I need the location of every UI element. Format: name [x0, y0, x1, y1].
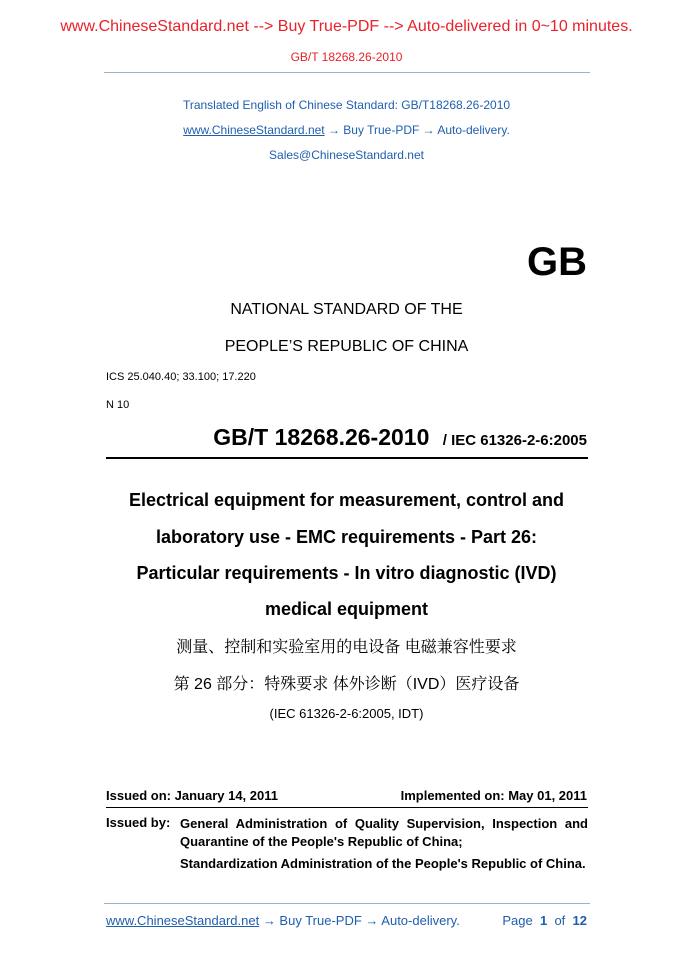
- iec-equivalent: / IEC 61326-2-6:2005: [442, 432, 587, 449]
- issued-by-label: Issued by:: [106, 815, 171, 830]
- implemented-date: Implemented on: May 01, 2011: [400, 788, 587, 803]
- title-cn-line2: 第 26 部分：特殊要求 体外诊断（IVD）医疗设备: [173, 676, 520, 693]
- header-divider: [104, 72, 590, 73]
- title-en-line1: Electrical equipment for measurement, control and: [128, 490, 565, 510]
- translation-links-rest: → Buy True-PDF → Auto-delivery.: [324, 123, 510, 137]
- footer-divider: [104, 903, 590, 904]
- header-standard-id: GB/T 18268.26-2010: [290, 50, 403, 64]
- issuer-org2: Standardization Administration of the People's Republic of China.: [180, 856, 586, 871]
- footer-site-link[interactable]: www.ChineseStandard.net: [106, 913, 260, 928]
- title-cn-line1: 测量、控制和实验室用的电设备 电磁兼容性要求: [176, 639, 517, 656]
- of-word: of: [554, 913, 566, 928]
- issuer-org1: General Administration of Quality Supervision, Inspection and Quarantine of the People's Republic of China;: [180, 816, 588, 849]
- page-total: 12: [572, 913, 587, 928]
- translation-links: [0, 123, 693, 137]
- footer-links: [106, 913, 460, 928]
- national-standard-line2: PEOPLE’S REPUBLIC OF CHINA: [224, 338, 469, 355]
- ccs-code: N 10: [106, 399, 130, 411]
- title-en-line4: medical equipment: [264, 599, 429, 619]
- page-number: 1: [539, 913, 548, 928]
- standard-number: [213, 424, 587, 451]
- sales-email[interactable]: Sales@ChineseStandard.net: [269, 148, 424, 162]
- gbt-number: GB/T 18268.26-2010: [213, 424, 430, 450]
- translation-notice: Translated English of Chinese Standard: GB/T18268.26-2010: [182, 98, 511, 112]
- title-en-line3: Particular requirements - In vitro diagnostic (IVD): [136, 563, 557, 583]
- gb-logo: GB: [527, 240, 587, 284]
- ics-code: ICS 25.040.40; 33.100; 17.220: [106, 371, 256, 383]
- dates-rule: [106, 807, 588, 808]
- top-banner[interactable]: www.ChineseStandard.net --> Buy True-PDF --> Auto-delivered in 0~10 minutes.: [60, 18, 633, 35]
- issued-date: Issued on: January 14, 2011: [106, 788, 278, 803]
- site-link[interactable]: www.ChineseStandard.net: [183, 123, 325, 137]
- footer-links-rest: → Buy True-PDF → Auto-delivery.: [259, 913, 460, 928]
- page-indicator: [502, 913, 587, 928]
- national-standard-line1: NATIONAL STANDARD OF THE: [230, 301, 463, 318]
- standard-number-rule: [106, 457, 588, 459]
- title-en-line2: laboratory use - EMC requirements - Part 26:: [155, 527, 538, 547]
- page-word: Page: [502, 913, 533, 928]
- idt-note: (IEC 61326-2-6:2005, IDT): [269, 706, 424, 721]
